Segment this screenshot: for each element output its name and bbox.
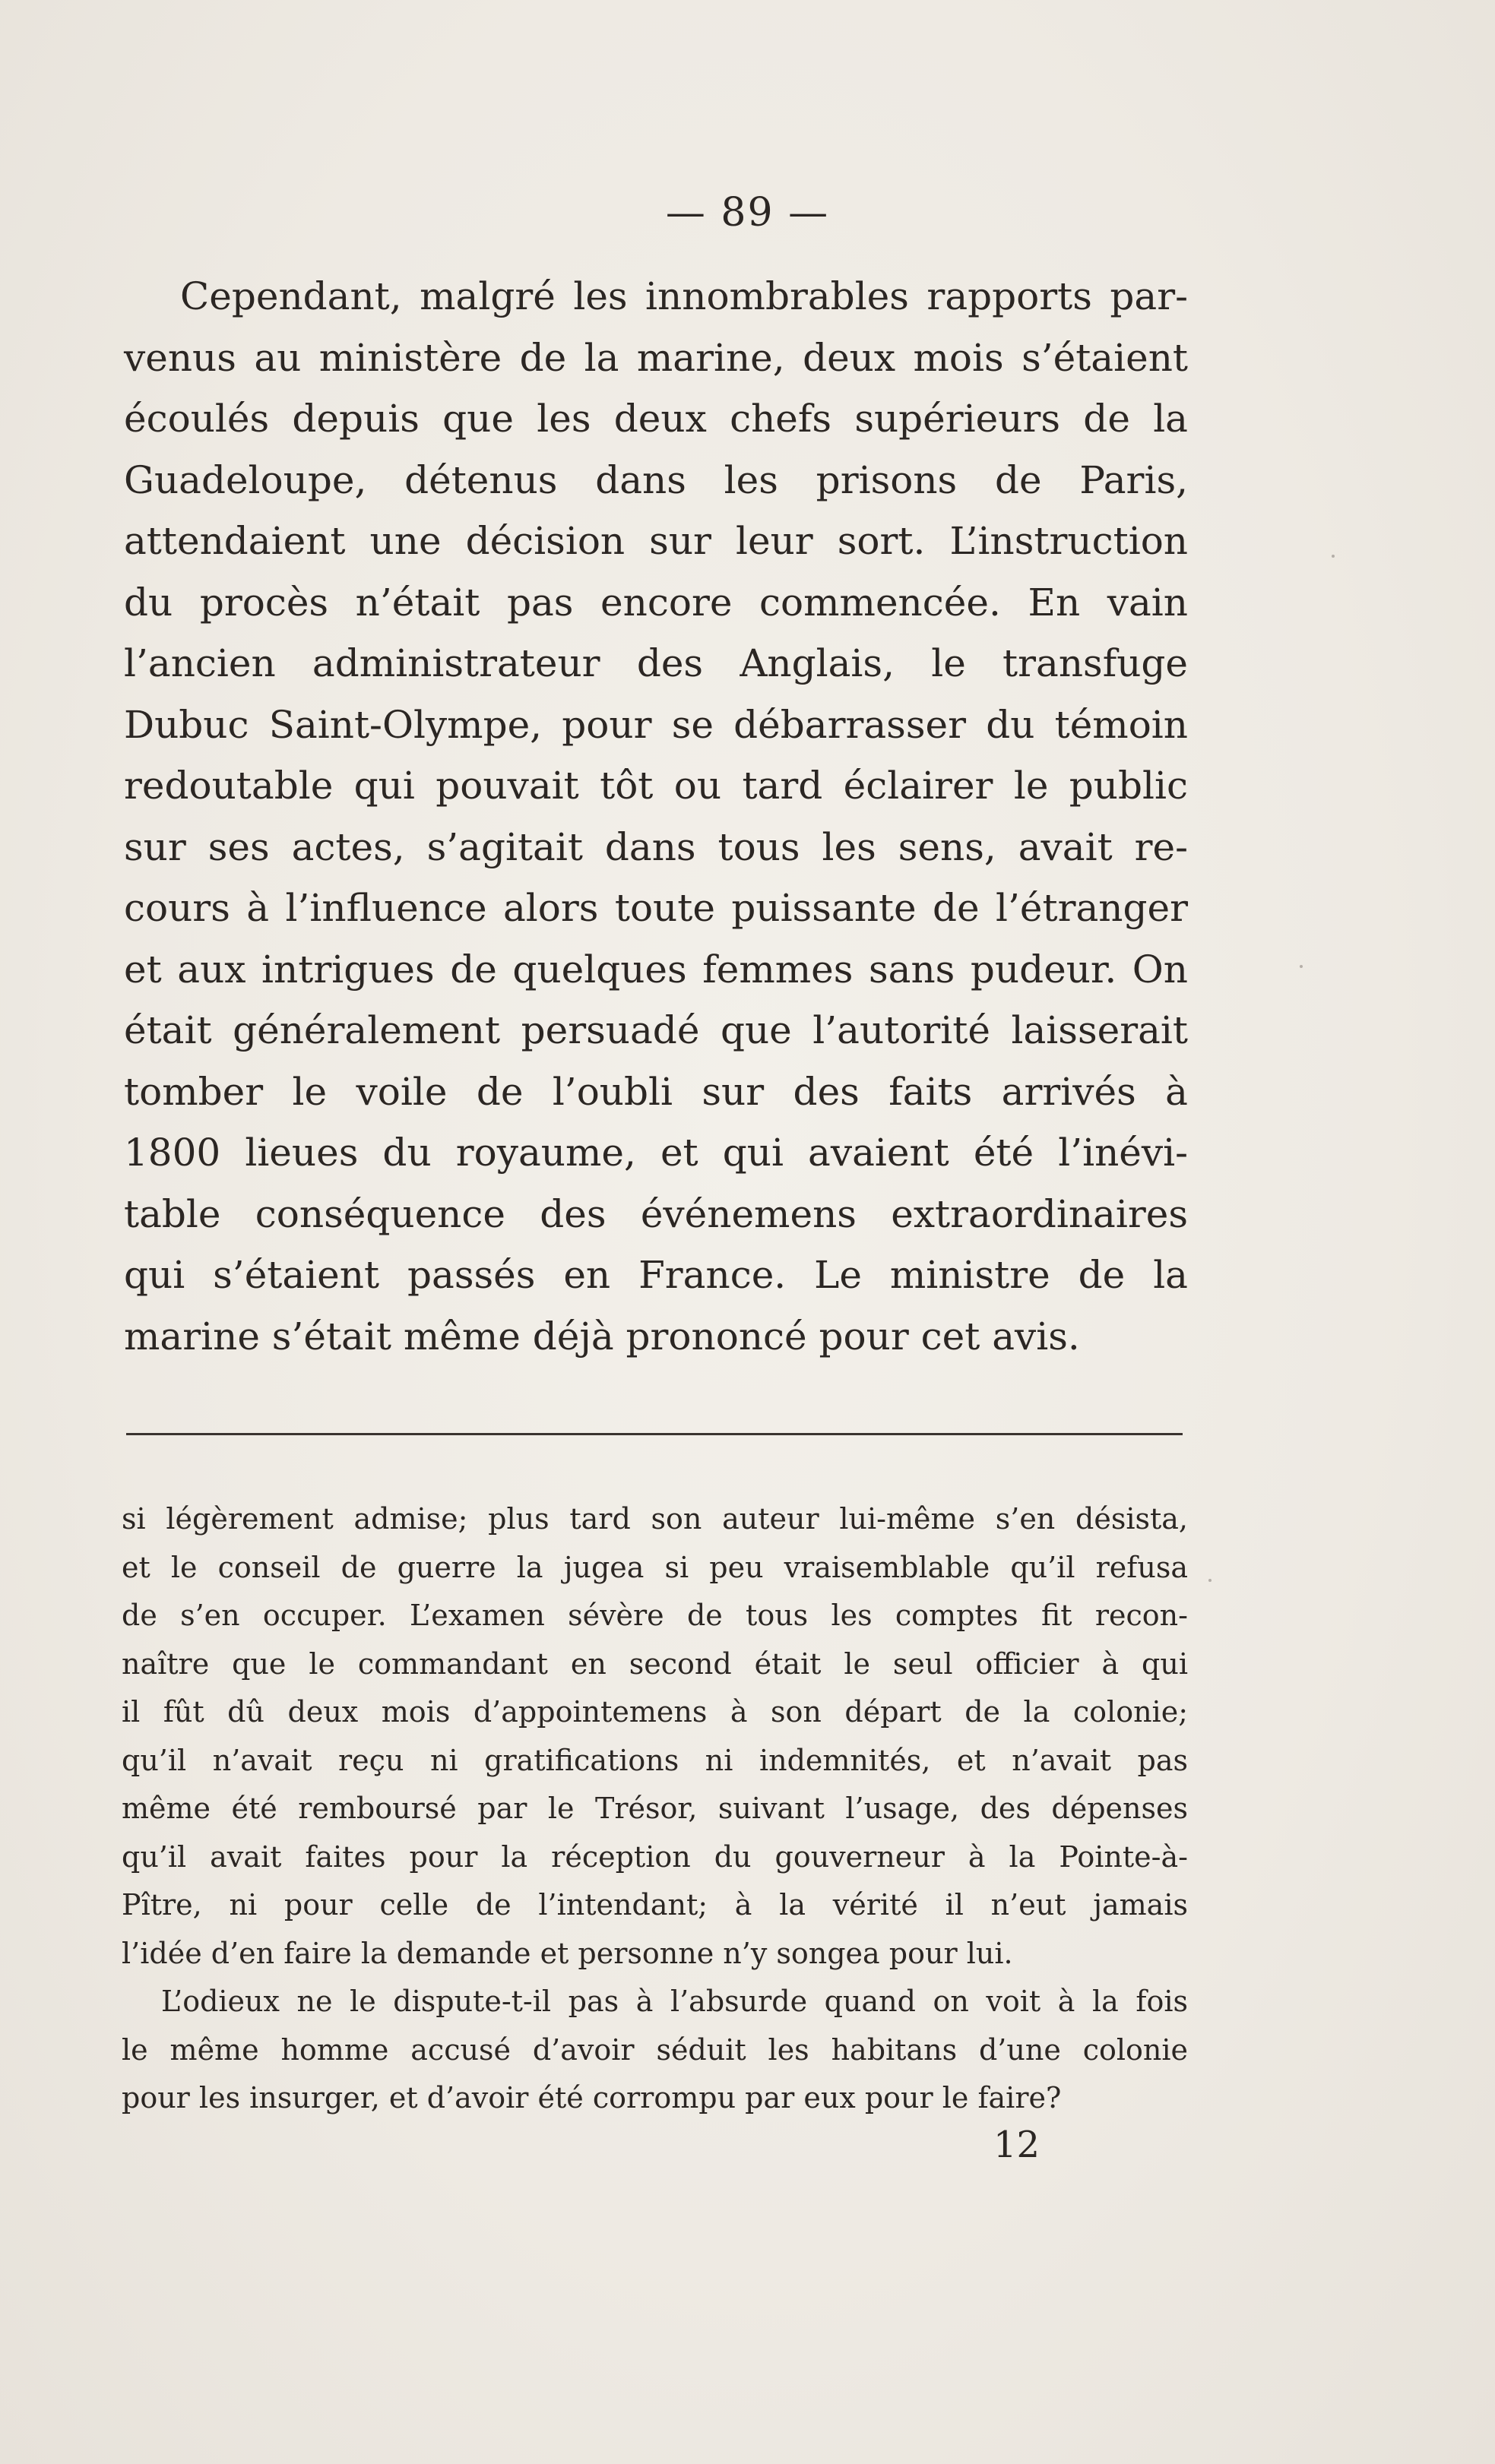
footnote-line: l’idée d’en faire la demande et personne n’y songea pour lui.	[122, 1936, 1013, 1970]
paper-speck	[1332, 555, 1335, 558]
footnote-line: L’odieux ne le dispute-t-il pas à l’absurde quand on voit à la fois	[161, 1985, 1188, 2018]
text-line: table conséquence des événemens extraordinaires	[124, 1191, 1188, 1236]
footnote-line: de s’en occuper. L’examen sévère de tous les comptes fit recon-	[122, 1599, 1188, 1632]
text-line: Cependant, malgré les innombrables rapports par-	[180, 274, 1188, 318]
main-text	[124, 266, 1188, 1367]
text-line: marine s’était même déjà prononcé pour cet avis.	[124, 1314, 1080, 1359]
text-line: attendaient une décision sur leur sort. L’instruction	[124, 519, 1188, 563]
text-line: cours à l’influence alors toute puissante de l’étranger	[124, 886, 1188, 930]
text-line: sur ses actes, s’agitait dans tous les sens, avait re-	[124, 824, 1188, 869]
footnote-line: le même homme accusé d’avoir séduit les habitans d’une colonie	[122, 2032, 1188, 2067]
footnote	[122, 1495, 1188, 2123]
paper-speck	[1208, 1579, 1212, 1582]
paper-speck	[1300, 965, 1303, 968]
text-line: Guadeloupe, détenus dans les prisons de Paris,	[124, 457, 1188, 502]
text-line: écoulés depuis que les deux chefs supérieurs de la	[124, 397, 1188, 441]
text-line: et aux intrigues de quelques femmes sans pudeur. On	[124, 947, 1188, 992]
footnote-line: qu’il avait faites pour la réception du gouverneur à la Pointe-à-	[122, 1839, 1188, 1874]
signature-mark: 12	[993, 2124, 1040, 2166]
text-line: qui s’étaient passés en France. Le ministre de la	[124, 1253, 1188, 1297]
footnote-separator	[126, 1433, 1183, 1435]
page-number: — 89 —	[665, 190, 830, 236]
footnote-line: même été remboursé par le Trésor, suivant l’usage, des dépenses	[122, 1792, 1188, 1825]
footnote-line: naître que le commandant en second était le seul officier à qui	[122, 1646, 1188, 1681]
footnote-line: il fût dû deux mois d’appointemens à son départ de la colonie;	[122, 1695, 1188, 1729]
text-line: 1800 lieues du royaume, et qui avaient été l’inévi-	[124, 1131, 1188, 1175]
text-line: tomber le voile de l’oubli sur des faits arrivés à	[124, 1069, 1188, 1114]
text-line: redoutable qui pouvait tôt ou tard éclairer le public	[124, 764, 1188, 808]
text-line: venus au ministère de la marine, deux mois s’étaient	[124, 335, 1188, 380]
footnote-line: Pître, ni pour celle de l’intendant; à la vérité il n’eut jamais	[122, 1888, 1188, 1922]
footnote-line: et le conseil de guerre la jugea si peu vraisemblable qu’il refusa	[122, 1550, 1188, 1584]
footnote-line: si légèrement admise; plus tard son auteur lui-même s’en désista,	[122, 1502, 1188, 1536]
text-line: était généralement persuadé que l’autorité laisserait	[124, 1008, 1188, 1052]
text-line: Dubuc Saint-Olympe, pour se débarrasser du témoin	[124, 702, 1188, 747]
footnote-line: pour les insurger, et d’avoir été corrompu par eux pour le faire?	[122, 2081, 1062, 2114]
text-line: du procès n’était pas encore commencée. En vain	[124, 580, 1188, 625]
footnote-line: qu’il n’avait reçu ni gratifications ni indemnités, et n’avait pas	[122, 1743, 1188, 1777]
text-line: l’ancien administrateur des Anglais, le transfuge	[124, 641, 1188, 685]
